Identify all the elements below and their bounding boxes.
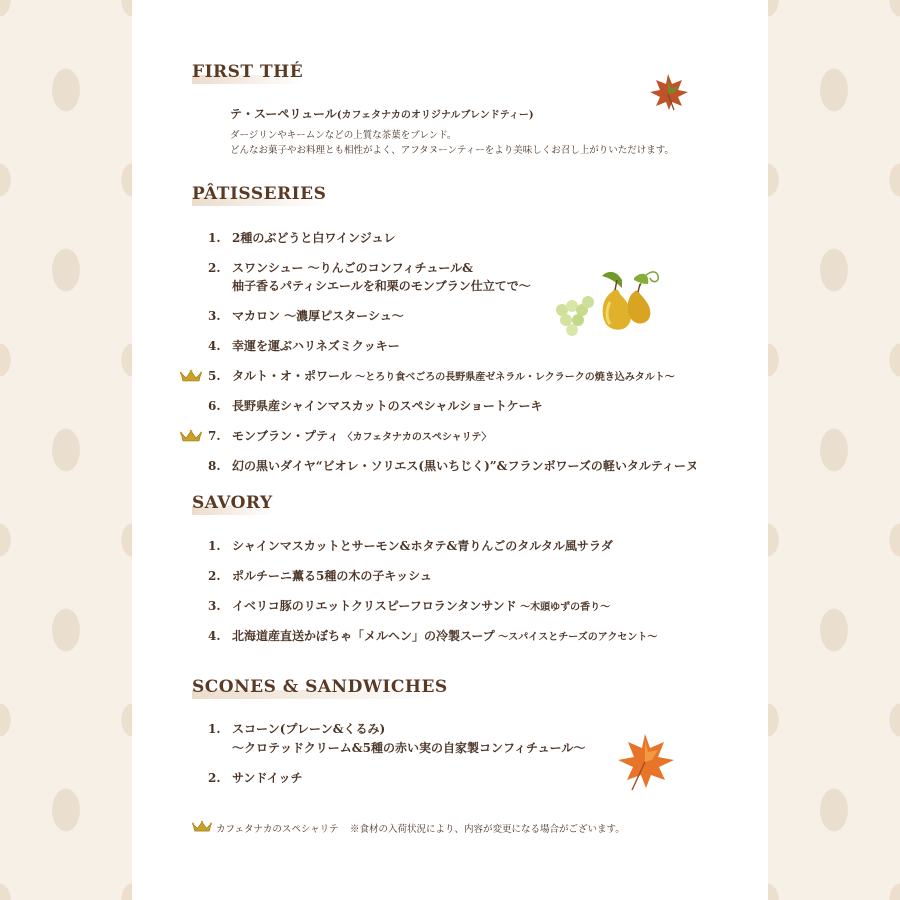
patisserie-item — [208, 397, 543, 414]
item-name: マカロン ～濃厚ピスターシュ～ — [232, 309, 404, 323]
availability-note: ※食材の入荷状況により、内容が変更になる場合がございます。 — [350, 824, 625, 835]
maple-leaf-icon — [646, 70, 690, 114]
item-number: 3. — [208, 599, 221, 613]
item-name: 長野県産シャインマスカットのスペシャルショートケーキ — [232, 399, 543, 413]
patisserie-item-line2: 柚子香るパティシエールを和栗のモンブラン仕立てで～ — [232, 279, 531, 293]
item-name: サンドイッチ — [232, 771, 303, 785]
item-number: 4. — [208, 339, 221, 353]
crown-icon — [192, 820, 212, 833]
damask-border-left — [0, 0, 132, 900]
item-name: タルト・オ・ポワール — [232, 369, 352, 383]
patisseries-heading: PÂTISSERIES — [192, 184, 332, 206]
item-name: スコーン(プレーン&くるみ) — [232, 722, 386, 736]
tea-name-text: テ・スーペリュール — [230, 107, 337, 121]
item-name: 北海道産直送かぼちゃ「メルヘン」の冷製スープ — [232, 629, 495, 643]
item-number: 8. — [208, 459, 221, 473]
tea-description-line-2: どんなお菓子やお料理とも相性がよく、アフタヌーンティーをより美味しくお召し上がりいただけます。 — [230, 145, 674, 156]
crown-icon — [180, 369, 202, 383]
item-number: 1. — [208, 539, 221, 553]
patisserie-item — [208, 457, 698, 474]
scones-sandwiches-heading: SCONES & SANDWICHES — [192, 677, 454, 699]
item-number: 2. — [208, 771, 221, 785]
patisserie-item — [208, 427, 491, 444]
scones-item-line2: ～クロテッドクリーム&5種の赤い実の自家製コンフィチュール～ — [232, 741, 586, 755]
item-name: モンブラン・プティ — [232, 429, 340, 443]
patisserie-item — [208, 229, 395, 246]
tea-description-line-1: ダージリンやキームンなどの上質な茶葉をブレンド。 — [230, 130, 457, 141]
first-the-heading: FIRST THÉ — [192, 62, 309, 84]
damask-border-right — [768, 0, 900, 900]
item-subtitle: ～スパイスとチーズのアクセント～ — [494, 632, 658, 643]
item-subtitle: ～木頭ゆずの香り～ — [516, 602, 611, 613]
item-number: 5. — [208, 369, 221, 383]
item-subtitle: ～とろり食べごろの長野県産ゼネラル・レクラークの焼き込みタルト～ — [351, 372, 675, 383]
item-subtitle: 〈カフェタナカのスペシャリテ〉 — [339, 432, 492, 443]
savory-item — [208, 627, 657, 644]
item-number: 7. — [208, 429, 221, 443]
item-number: 2. — [208, 569, 221, 583]
patisserie-item — [208, 307, 404, 324]
menu-page — [132, 0, 768, 900]
item-number: 4. — [208, 629, 221, 643]
savory-item — [208, 537, 613, 554]
item-name: 幸運を運ぶハリネズミクッキー — [232, 339, 400, 353]
item-number: 1. — [208, 231, 221, 245]
item-number: 1. — [208, 722, 221, 736]
maple-leaf-icon — [612, 730, 678, 796]
scones-item — [208, 720, 385, 737]
item-name: ポルチーニ薫る5種の木の子キッシュ — [232, 569, 432, 583]
patisserie-item — [208, 259, 473, 276]
crown-legend: カフェタナカのスペシャリテ — [216, 824, 339, 835]
item-name: シャインマスカットとサーモン&ホタテ&青りんごのタルタル風サラダ — [232, 539, 613, 553]
patisserie-item — [208, 367, 675, 384]
patisserie-item — [208, 337, 400, 354]
tea-name — [230, 105, 534, 122]
scones-item — [208, 769, 303, 786]
savory-item — [208, 597, 610, 614]
item-number: 3. — [208, 309, 221, 323]
grape-pear-illustration — [552, 258, 662, 338]
savory-item — [208, 567, 432, 584]
item-number: 6. — [208, 399, 221, 413]
item-name: イベリコ豚のリエットクリスピーフロランタンサンド — [232, 599, 517, 613]
item-name: スワンシュー ～りんごのコンフィチュール& — [232, 261, 473, 275]
item-name: 2種のぶどうと白ワインジュレ — [232, 231, 396, 245]
item-name: 幻の黒いダイヤ“ビオレ・ソリエス(黒いちじく)”&フランボワーズの軽いタルティーヌ — [232, 459, 698, 473]
item-number: 2. — [208, 261, 221, 275]
tea-name-note: (カフェタナカのオリジナルブレンドティー) — [336, 110, 534, 121]
crown-icon — [180, 429, 202, 443]
savory-heading: SAVORY — [192, 493, 279, 515]
